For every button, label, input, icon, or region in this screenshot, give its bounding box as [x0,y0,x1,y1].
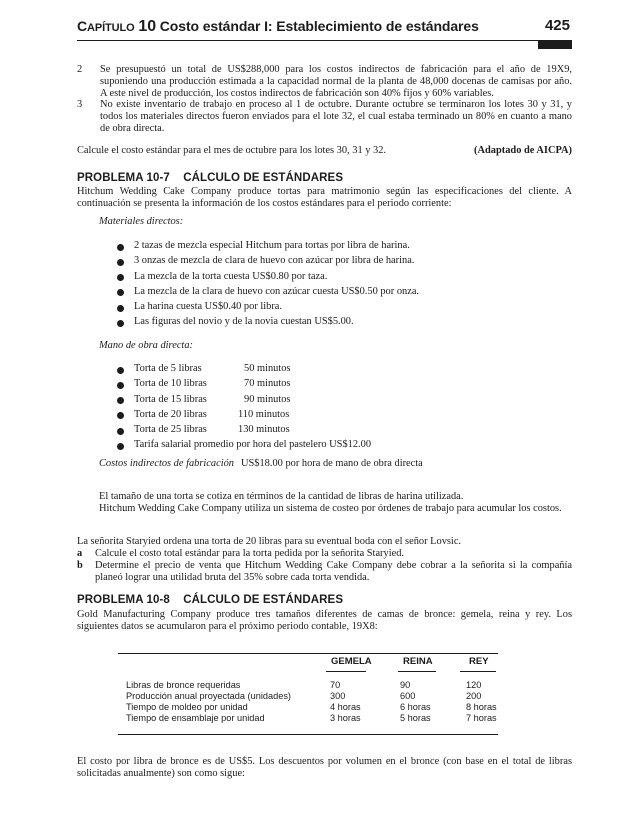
list-item [117,363,547,378]
bullet-icon [117,320,124,327]
labor-time: 70 minutos [244,378,291,390]
bullet-text: La mezcla de la clara de huevo con azúcar cuesta US$0.50 por onza. [134,285,420,297]
bullet-icon [117,428,124,435]
column-underline [398,671,436,672]
table-cell: 4 horas [330,702,361,712]
bullet-icon [117,259,124,266]
question-text: Determine el precio de venta que Hitchum Wedding Cake Company debe cobrar a la señorita si la compañía planeó lograr una utilidad bruta del 35% sobre cada torta vendida. [95,560,572,584]
row-label: Producción anual proyectada (unidades) [126,691,291,701]
chapter-number: 10 [138,18,156,35]
table-cell: 6 horas [400,702,431,712]
problem-label: PROBLEMA 10-7 [77,172,170,184]
table-cell: 8 horas [466,702,497,712]
labor-time: 90 minutos [244,393,291,405]
closing-paragraph: El costo por libra de bronce es de US$5. Los descuentos por volumen en el bronce (con base en el total de libras solicitadas anualmente) son como sigue: [77,756,572,780]
bullet-icon [117,289,124,296]
bullet-text: La mezcla de la torta cuesta US$0.80 por taza. [134,270,328,282]
labor-item: Torta de 15 libras [134,393,207,405]
list-item [117,409,547,424]
bullet-icon [117,305,124,312]
list-item [117,378,547,393]
question-item [77,560,572,584]
table-cell: 120 [466,680,482,690]
labor-time: 50 minutos [244,363,291,374]
bullet-text: La harina cuesta US$0.40 por libra. [134,301,283,313]
table-cell: 5 horas [400,713,431,723]
source-note: (Adaptado de AICPA) [474,145,572,156]
list-item [117,271,547,286]
item-text: No existe inventario de trabajo en proceso al 1 de octubre. Durante octubre se terminaron los lotes 30 y 31, y todos los materiales directos fueron enviados para el lote 32, el cual estaba terminado un 80% en cuanto a mano de obra directa. [100,99,572,135]
list-item [117,301,547,316]
column-header: REINA [403,656,433,667]
column-header: GEMELA [331,656,372,667]
labor-time: 130 minutos [238,424,290,436]
problem-title: CÁLCULO DE ESTÁNDARES [183,594,344,606]
calc-instruction: Calcule el costo estándar para el mes de octubre para los lotes 30, 31 y 32. [77,145,387,156]
bullet-text: Las figuras del novio y de la novia cuestan US$5.00. [134,316,354,328]
labor-item: Torta de 10 libras [134,378,207,390]
table-cell: 7 horas [466,713,497,723]
header-tab-marker [538,41,572,49]
labor-heading: Mano de obra directa: [99,340,193,351]
labor-item: Torta de 25 libras [134,424,207,436]
problem-intro: Gold Manufacturing Company produce tres tamaños diferentes de camas de bronce: gemela, reina y rey. Los siguientes datos se acumularon para el próximo periodo contable, 19X8: [77,609,572,633]
chapter-cap: C [77,18,88,34]
bullet-icon [117,382,124,389]
problem-intro: Hitchum Wedding Cake Company produce tortas para matrimonio según las especificaciones del cliente. A continuación se presenta la información de los costos estándares para el periodo corriente: [77,186,572,210]
question-letter: b [77,560,83,571]
bullet-icon [117,443,124,450]
table-cell: 90 [400,680,411,690]
question-text: Calcule el costo total estándar para la torta pedida por la señorita Staryied. [95,548,405,559]
table-top-rule [118,653,498,654]
table-cell: 200 [466,691,482,701]
question-letter: a [77,548,83,559]
table-cell: 3 horas [330,713,361,723]
list-item [117,439,547,454]
overhead-line [99,458,423,470]
column-underline [326,671,366,672]
table-bottom-rule [118,734,498,735]
column-underline [460,671,496,672]
row-label: Tiempo de moldeo por unidad [126,702,248,712]
question-item [77,548,572,560]
chapter-title [77,20,479,34]
labor-list [117,363,547,455]
overhead-value: US$18.00 por hora de mano de obra directa [241,458,423,469]
problem-label: PROBLEMA 10-8 [77,594,170,606]
bullet-icon [117,274,124,281]
order-line: La señorita Staryied ordena una torta de 20 libras para su eventual boda con el señor Lovsic. [77,536,462,547]
page-number: 425 [544,17,570,34]
bullet-text: 2 tazas de mezcla especial Hitchum para tortas por libra de harina. [134,240,410,251]
chapter-small: APÍTULO [87,22,135,34]
table-cell: 70 [330,680,341,690]
chapter-name: Costo estándar I: Establecimiento de estándares [159,18,479,34]
bullet-icon [117,412,124,419]
problem-heading [77,594,343,606]
paragraph: El tamaño de una torta se cotiza en términos de la cantidad de libras de harina utilizada. [99,491,464,502]
list-item [117,240,547,255]
materials-list [117,240,547,332]
numbered-item [77,99,572,136]
header-rule [77,40,572,41]
paragraph: Hitchum Wedding Cake Company utiliza un sistema de costeo por órdenes de trabajo para acumular los costos. [99,503,562,514]
list-item [117,394,547,409]
item-number: 2 [77,64,83,75]
numbered-item [77,64,572,101]
row-label: Libras de bronce requeridas [126,680,241,690]
item-number: 3 [77,99,83,110]
list-item [117,316,547,331]
bullet-text: 3 onzas de mezcla de clara de huevo con azúcar por libra de harina. [134,255,415,267]
item-text: Se presupuestó un total de US$288,000 para los costos indirectos de fabricación para el año de 19X9, suponiendo una producción estimada a la capacidad normal de la planta de 48,000 docenas de camisas por año. A este nivel de producción, los costos indirectos de fabricación son 40% fijos y 60% variables. [100,64,572,100]
wage-rate: Tarifa salarial promedio por hora del pastelero US$12.00 [134,439,372,451]
labor-item: Torta de 5 libras [134,363,202,374]
problem-title: CÁLCULO DE ESTÁNDARES [183,172,344,184]
list-item [117,424,547,439]
table-cell: 300 [330,691,346,701]
labor-item: Torta de 20 libras [134,408,207,420]
list-item [117,286,547,301]
row-label: Tiempo de ensamblaje por unidad [126,713,265,723]
overhead-label: Costos indirectos de fabricación [99,458,234,469]
table-cell: 600 [400,691,416,701]
bullet-icon [117,367,124,374]
bullet-icon [117,244,124,251]
column-header: REY [469,656,489,667]
materials-heading: Materiales directos: [99,216,184,227]
list-item [117,255,547,270]
page-header [77,17,572,40]
bullet-icon [117,397,124,404]
problem-heading [77,172,343,184]
labor-time: 110 minutos [238,408,290,420]
